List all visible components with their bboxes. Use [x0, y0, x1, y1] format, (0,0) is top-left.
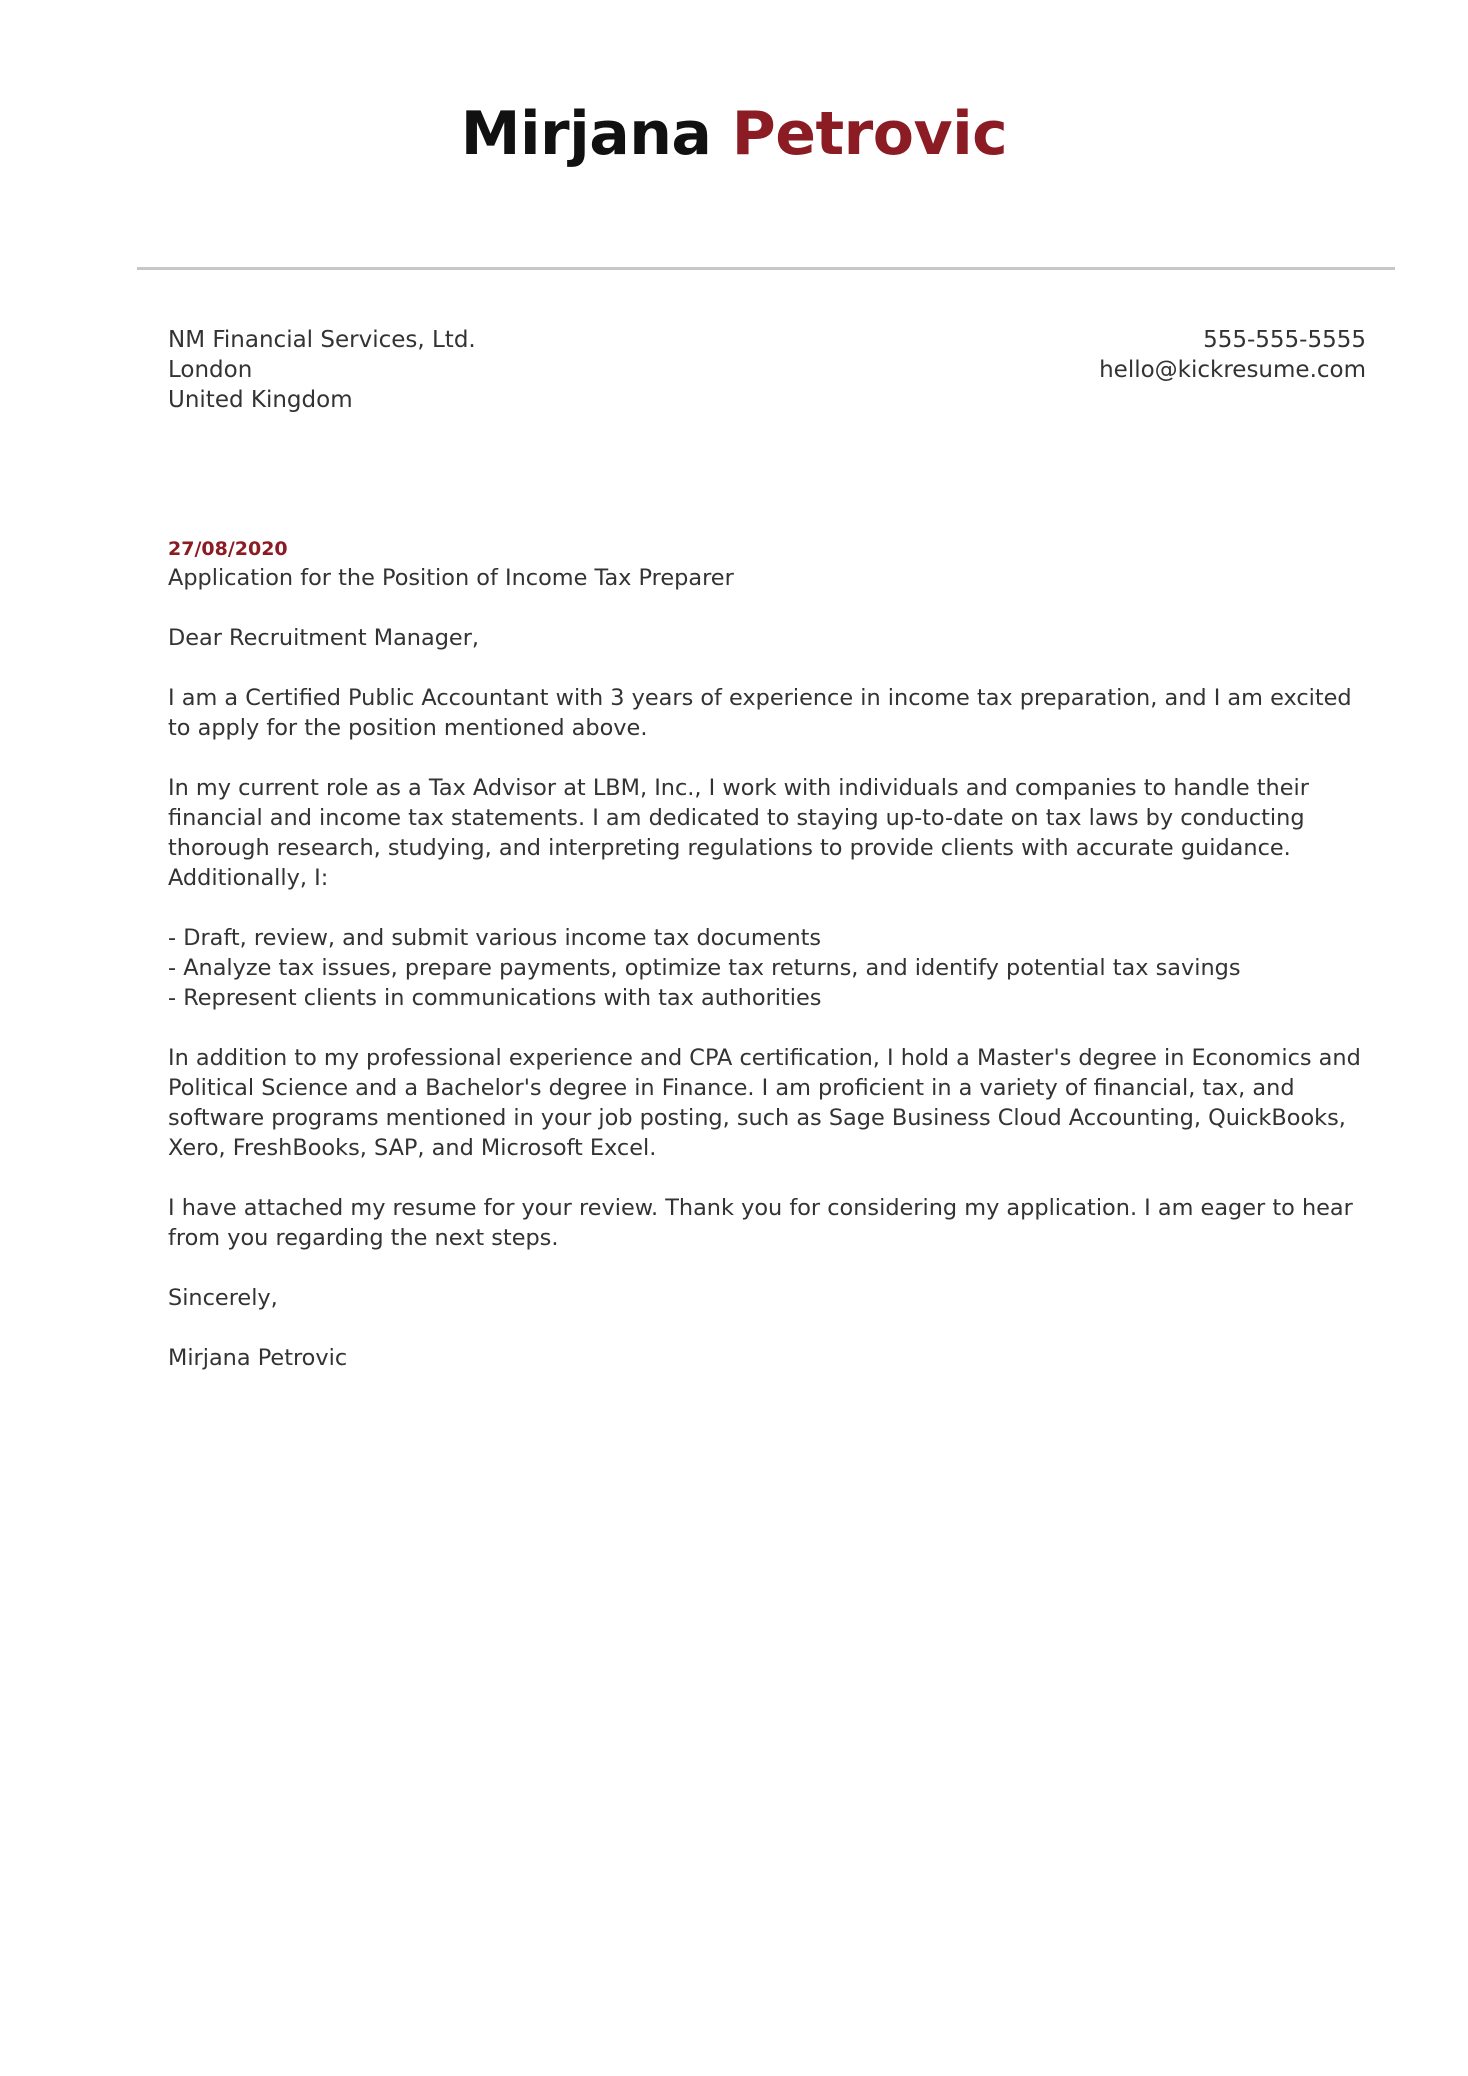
recipient-country: United Kingdom — [168, 387, 353, 413]
letter-paragraph-3: In addition to my professional experience and CPA certification, I hold a Master's degree in Economics and Political Science and a Bachelor's degree in Finance. I am proficient in a variety of financial, tax, and software programs mentioned in your job posting, such as Sage Business Cloud Accounting, QuickBooks, Xero, FreshBooks, SAP, and Microsoft Excel. — [168, 1045, 1361, 1161]
letter-bullet: - Analyze tax issues, prepare payments, optimize tax returns, and identify potential tax savings — [168, 955, 1241, 981]
letter-body — [168, 536, 1378, 1373]
letter-subject: Application for the Position of Income Tax Preparer — [168, 565, 734, 591]
contact-email: hello@kickresume.com — [1099, 357, 1366, 383]
letter-paragraph-2: In my current role as a Tax Advisor at LBM, Inc., I work with individuals and companies to handle their financial and income tax statements. I am dedicated to staying up-to-date on tax laws by conducting thorough research, studying, and interpreting regulations to provide clients with accurate guidance. Additionally, I: — [168, 775, 1309, 891]
recipient-company: NM Financial Services, Ltd. — [168, 327, 476, 353]
letter-bullet: - Draft, review, and submit various income tax documents — [168, 925, 822, 951]
letter-salutation: Dear Recruitment Manager, — [168, 625, 480, 651]
letter-paragraph-4: I have attached my resume for your review. Thank you for considering my application. I am eager to hear from you regarding the next steps. — [168, 1195, 1353, 1251]
recipient-address — [168, 325, 476, 415]
first-name: Mirjana — [460, 99, 712, 169]
letter-date: 27/08/2020 — [168, 538, 288, 560]
letter-closing: Sincerely, — [168, 1285, 278, 1311]
last-name: Petrovic — [731, 99, 1008, 169]
contact-info — [1099, 325, 1366, 385]
contact-phone: 555-555-5555 — [1203, 327, 1366, 353]
recipient-city: London — [168, 357, 253, 383]
letter-paragraph-1: I am a Certified Public Accountant with 3 years of experience in income tax preparation, and I am excited to apply for the position mentioned above. — [168, 685, 1352, 741]
page-title — [0, 94, 1468, 174]
letter-bullet-list — [168, 923, 1378, 1013]
header-divider — [137, 267, 1395, 270]
letter-signature: Mirjana Petrovic — [168, 1345, 348, 1371]
letter-bullet: - Represent clients in communications with tax authorities — [168, 985, 822, 1011]
